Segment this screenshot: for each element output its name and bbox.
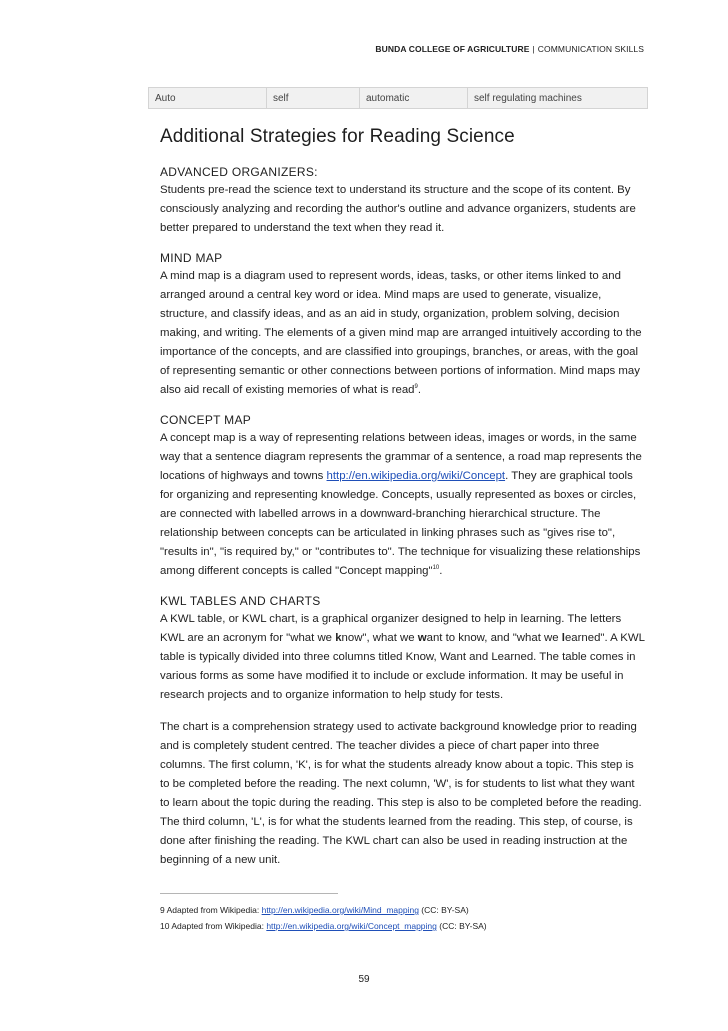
section-title: Additional Strategies for Reading Science [160, 126, 515, 147]
table-cell: automatic [360, 88, 468, 109]
concept-link[interactable]: http://en.wikipedia.org/wiki/Concept [326, 470, 506, 482]
footnote-divider [160, 893, 338, 894]
kwl-text: A KWL table, or KWL chart, is a graphical organizer designed to help in learning. The letters KWL are an acronym for "what we [160, 613, 622, 644]
footnote-9 [160, 905, 646, 915]
heading-concept-map: CONCEPT MAP [160, 413, 252, 427]
footnote-license: (CC: BY-SA) [418, 905, 469, 915]
kwl-letter-l: l [561, 632, 565, 644]
footnote-link[interactable]: http://en.wikipedia.org/wiki/Mind_mapping [261, 905, 419, 915]
paragraph-concept-map [160, 429, 646, 581]
heading-kwl: KWL TABLES AND CHARTS [160, 594, 321, 608]
kwl-letter-k: k [335, 632, 342, 644]
vocabulary-table-row [148, 87, 648, 109]
paragraph-kwl-1 [160, 610, 646, 705]
mind-map-text: A mind map is a diagram used to represent words, ideas, tasks, or other items linked to and arranged around a central key word or idea. Mind maps are used to generate, visualize, structure, and classify ideas, and as an aid in study, organization, problem solving, decision making, and writing. The elements of a given mind map are arranged intuitively according to the importance of the concepts, and are classified into groupings, branches, or areas, with the goal of representing semantic or other connections between portions of information. Mind maps may also aid recall of existing memories of what is read [160, 270, 642, 396]
kwl-letter-w: w [417, 632, 427, 644]
running-header [375, 44, 644, 54]
footnote-text: 10 Adapted from Wikipedia: [160, 921, 267, 931]
table-cell: Auto [149, 88, 267, 109]
table-cell: self regulating machines [474, 92, 582, 104]
page-number: 59 [358, 974, 370, 985]
paragraph-advanced-organizers: Students pre-read the science text to understand its structure and the scope of its content. By consciously analyzing and recording the author's outline and advance organizers, students are better prepared to understand the text when they read it. [160, 184, 636, 234]
sentence-end: . [439, 565, 443, 577]
concept-map-text-a: A concept map is a way of representing relations between ideas, images or words, in the same way that a sentence diagram represents the grammar of a sentence, a road map represents the locations of highways and towns [160, 432, 642, 482]
header-course: COMMUNICATION SKILLS [537, 44, 644, 54]
footnote-link[interactable]: http://en.wikipedia.org/wiki/Concept_mapping [266, 921, 437, 931]
main-content [160, 126, 646, 883]
footnotes [160, 905, 646, 937]
kwl-text: now", what we [341, 632, 418, 644]
concept-map-text-b: . They are graphical tools for organizing and representing knowledge. Concepts, usually represented as boxes or circles, are connected with labelled arrows in a downward-branching hierarchical structure. The relationship between concepts can be articulated in linking phrases such as "gives rise to", "results in", "is required by," or "contributes to". The technique for visualizing these relationships among different concepts is called "Concept mapping" [160, 470, 641, 577]
footnote-text: 9 Adapted from Wikipedia: [160, 905, 262, 915]
table-row [149, 88, 648, 109]
table-cell: self [267, 88, 360, 109]
kwl-text: ant to know, and "what we [426, 632, 562, 644]
heading-mind-map: MIND MAP [160, 251, 223, 265]
header-separator: | [532, 44, 535, 54]
paragraph-kwl-2: The chart is a comprehension strategy used to activate background knowledge prior to reading and is completely student centred. The teacher divides a piece of chart paper into three columns. The first column, 'K', is for what the students already know about a topic. This step is to be completed before the reading. The next column, 'W', is for students to list what they want to learn about the topic during the reading. This step is also to be completed before the reading. The third column, 'L', is for what the students learned from the reading. This step, of course, is done after finishing the reading. The KWL chart can also be used in reading instruction at the beginning of a new unit. [160, 721, 642, 866]
sentence-end: . [417, 384, 422, 396]
footnote-license: (CC: BY-SA) [436, 921, 487, 931]
footnote-ref-9[interactable]: 9 [414, 384, 418, 391]
header-institution: BUNDA COLLEGE OF AGRICULTURE [375, 44, 530, 54]
heading-advanced-organizers: ADVANCED ORGANIZERS: [160, 165, 318, 179]
footnote-ref-10[interactable]: 10 [432, 565, 440, 572]
kwl-text: earned". A KWL table is typically divided into three columns titled Know, Want and Learned. The table comes in various forms as some have modified it to include or exclude information. It may be useful in research projects and to organize information to help study for tests. [160, 632, 645, 701]
footnote-10 [160, 921, 646, 931]
paragraph-mind-map [160, 267, 646, 400]
